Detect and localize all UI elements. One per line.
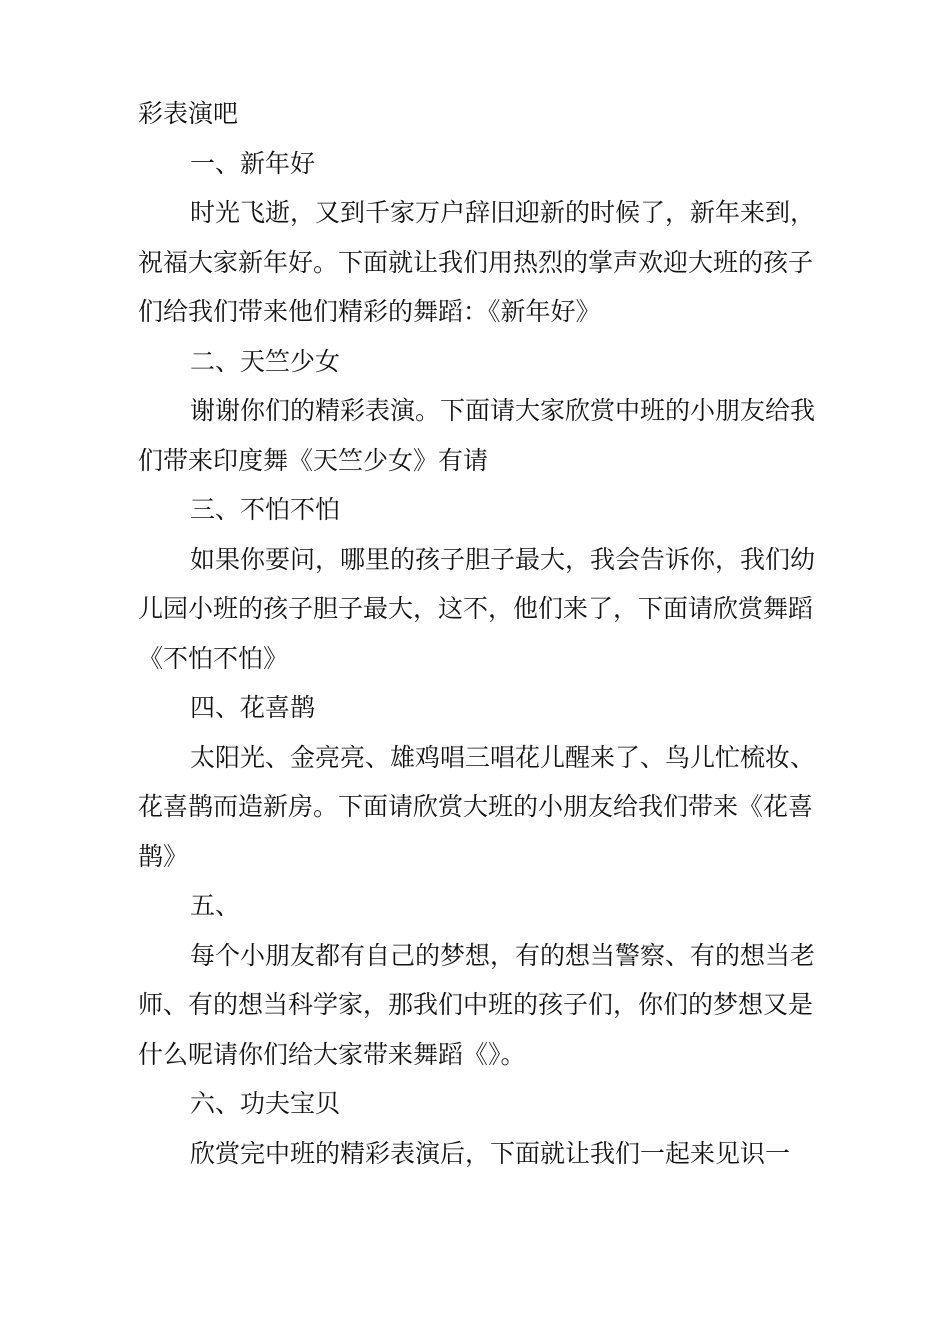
paragraph-6: 欣赏完中班的精彩表演后，下面就让我们一起来见识一 bbox=[190, 1138, 791, 1168]
paragraph-continuation: 彩表演吧 bbox=[138, 99, 239, 128]
paragraph-5: 每个小朋友都有自己的梦想，有的想当警察、有的想当老师、有的想当科学家，那我们中班的孩子们，你们的梦想又是什么呢请你们给大家带来舞蹈《》。 bbox=[138, 940, 816, 1069]
section-heading-2: 二、天竺少女 bbox=[190, 346, 341, 376]
paragraph-4: 太阳光、金亮亮、雄鸡唱三唱花儿醒来了、鸟儿忙梳妆、花喜鹊而造新房。下面请欣赏大班的小朋友给我们带来《花喜鹊》 bbox=[138, 742, 816, 871]
section-heading-4: 四、花喜鹊 bbox=[190, 693, 316, 722]
paragraph-3: 如果你要问，哪里的孩子胆子最大，我会告诉你，我们幼儿园小班的孩子胆子最大，这不，他们来了，下面请欣赏舞蹈《不怕不怕》 bbox=[138, 544, 816, 673]
document-body bbox=[138, 89, 818, 1178]
section-heading-3: 三、不怕不怕 bbox=[190, 495, 341, 524]
section-heading-5: 五、 bbox=[190, 891, 241, 920]
section-heading-6: 六、功夫宝贝 bbox=[190, 1089, 341, 1118]
paragraph-1: 时光飞逝，又到千家万户辞旧迎新的时候了，新年来到，祝福大家新年好。下面就让我们用热烈的掌声欢迎大班的孩子们给我们带来他们精彩的舞蹈：《新年好》 bbox=[138, 198, 816, 326]
paragraph-2: 谢谢你们的精彩表演。下面请大家欣赏中班的小朋友给我们带来印度舞《天竺少女》有请 bbox=[138, 396, 816, 475]
section-heading-1: 一、新年好 bbox=[190, 148, 316, 178]
